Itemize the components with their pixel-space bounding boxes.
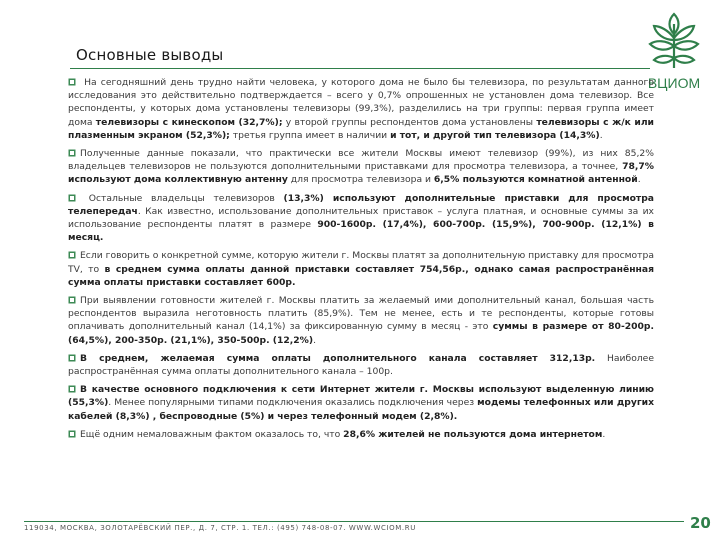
highlight-text: суммы в размере от 80-200р. (64,5%), 200-350р. (21,1%), 350-500р. (12,2%) <box>68 321 655 346</box>
paragraph-text: Остальные владельцы телевизоров <box>80 192 284 204</box>
paragraph-text: . <box>637 174 641 186</box>
checkbox-bullet-icon <box>68 385 76 393</box>
paragraph-text: Ещё одним немаловажным фактом оказалось то, что <box>80 428 344 440</box>
page-number: 20 <box>690 514 711 532</box>
highlight-text: в среднем сумма оплаты данной приставки составляет 754,56р., однако самая распространённая сумма оплаты приставки составляет 600р. <box>68 263 654 288</box>
highlight-text: модемы телефонных или других кабелей (8,3%) , беспроводные (5%) и через телефонный модем (2,8%). <box>68 397 654 422</box>
paragraph-text: Наиболее распространённая сумма оплаты дополнительного канала – 100р. <box>68 352 654 378</box>
footer-divider <box>24 521 684 522</box>
logo-text: ВЦИОМ <box>647 75 701 91</box>
checkbox-bullet-icon <box>68 194 76 202</box>
highlight-text: 900-1600р. (17,4%), 600-700р. (15,9%), 700-900р. (12,1%) в месяц. <box>68 219 654 244</box>
finding-paragraph <box>68 428 654 441</box>
highlight-text: 6,5% пользуются комнатной антенной <box>433 174 638 186</box>
finding-paragraph <box>68 147 654 187</box>
paragraph-text: . <box>313 334 316 346</box>
paragraph-text: для просмотра телевизора и <box>287 174 434 186</box>
paragraph-text: третья группа имеет в наличии <box>229 129 391 141</box>
footer-address: 119034, МОСКВА, ЗОЛОТАРЁВСКИЙ ПЕР., Д. 7, СТР. 1. ТЕЛ.: (495) 748-08-07. WWW.WCIOM.RU <box>24 524 416 532</box>
checkbox-bullet-icon <box>68 354 76 362</box>
paragraph-text: Если говорить о конкретной сумме, которую жители г. Москвы платят за дополнительную приставку для просмотра TV, то <box>68 250 654 275</box>
highlight-text: и тот, и другой тип телевизора (14,3%) <box>390 129 600 141</box>
finding-paragraph <box>68 249 654 289</box>
findings-list <box>68 76 654 446</box>
finding-paragraph <box>68 192 654 245</box>
highlight-text: 28,6% жителей не пользуются дома интернетом <box>343 428 603 440</box>
checkbox-bullet-icon <box>68 78 76 86</box>
highlight-text: В среднем, желаемая сумма оплаты дополнительного канала составляет 312,13р. <box>80 352 596 364</box>
highlight-text: телевизоры с ж/к или плазменным экраном (52,3%); <box>68 116 654 141</box>
checkbox-bullet-icon <box>68 430 76 438</box>
title-divider <box>70 68 650 69</box>
paragraph-text: . <box>602 428 606 440</box>
highlight-text: (13,3%) используют дополнительные приставки для просмотра телепередач <box>68 192 655 217</box>
finding-paragraph <box>68 76 654 142</box>
finding-paragraph <box>68 352 654 378</box>
checkbox-bullet-icon <box>68 149 76 157</box>
page-title: Основные выводы <box>76 46 224 64</box>
checkbox-bullet-icon <box>68 296 76 304</box>
paragraph-text: . Менее популярными типами подключения оказались подключения через <box>108 397 478 409</box>
paragraph-text: При выявлении готовности жителей г. Москвы платить за желаемый ими дополнительный канал, большая часть респондентов выразила неготовность платить (85,9%). Тем не менее, есть и те респонденты, которые готовы оплачивать дополнительный канал (14,1%) за фиксированную сумму в месяц - это <box>68 295 654 333</box>
highlight-text: В качестве основного подключения к сети Интернет жители г. Москвы используют выделенную линию (55,3%) <box>68 384 654 409</box>
paragraph-text: у второй группы респондентов дома установлены <box>282 116 537 128</box>
checkbox-bullet-icon <box>68 251 76 259</box>
highlight-text: телевизоры с кинескопом (32,7%); <box>95 116 283 128</box>
finding-paragraph <box>68 294 654 347</box>
paragraph-text: На сегодняшний день трудно найти человека, у которого дома не было бы телевизора, по результатам данного исследования это действительно подтверждается – всего у 0,7% опрошенных не установлен дома телевизор. Все респонденты, у которых дома установлены телевизоры (99,3%), разделились на три группы: первая группа имеет дома <box>68 77 654 128</box>
paragraph-text: Полученные данные показали, что практически все жители Москвы имеют телевизор (99%), из них 85,2% владельцев телевизоров не пользуются дополнительными приставками для просмотра телевизора, а точнее, <box>68 148 654 173</box>
finding-paragraph <box>68 383 654 423</box>
paragraph-text: . Как известно, использование дополнительных приставок – услуга платная, и основные суммы за их использование респонденты платят в размере <box>68 205 654 231</box>
paragraph-text: . <box>599 129 603 141</box>
highlight-text: 78,7% используют дома коллективную антенну <box>68 161 654 186</box>
